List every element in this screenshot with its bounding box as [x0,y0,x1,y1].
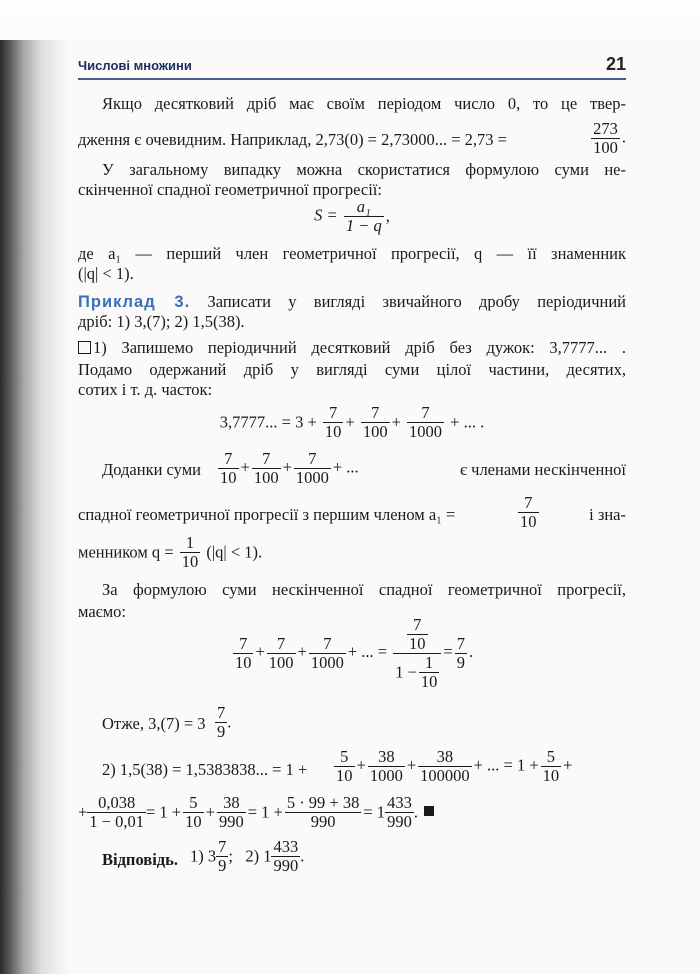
running-header [78,56,626,80]
header-rule [78,78,626,80]
paragraph-4-line-2: маємо: [78,602,127,621]
equation-series-sum: $\frac{7}{10}$ + $\frac{7}{100}$ + $\frac{7}{1000}$ + ... = $\frac{7}{10}$ 1 − $\frac{1}{10}$ = $\frac{7}{9}$ . [234,615,474,691]
paragraph-3-line-2: (|q| < 1). [78,264,134,283]
example-label: Приклад 3. [78,293,191,311]
page-binding-shadow [0,0,70,974]
chapter-title: Числові множини [78,58,192,73]
result-line-1: Отже, 3,(7) = 3 $\frac{7}{9}$ . [102,703,232,741]
solution-line-2: Подамо одержаний дріб у вигляді суми цілої частини, десятих, [78,360,626,379]
paragraph-1-line-1: Якщо десятковий дріб має своїм періодом число 0, то це твер- [102,94,626,113]
book-page [78,0,626,974]
geometric-sum-formula: S = $\frac{\text{a₁}}{1 - q}$ , [314,197,390,235]
page-number: 21 [605,54,626,74]
example-heading-line: Приклад 3. Записати у вигляді звичайного дробу періодичний [78,292,626,311]
fraction-273-100: $\frac{273}{100}$ [593,119,618,157]
answer-label: Відповідь. [102,850,178,869]
solution-2-line-1: 2) 1,5(38) = 1,5383838... = 1 + $\frac{5}{10}$ + $\frac{38}{1000}$ + $\frac{38}{100000}$ + ... = 1 + $\frac{5}{10}$ + [102,747,573,785]
answer-line: Відповідь. 1) 3 $\frac{7}{9}$ ; 2) 1 $\frac{433}{990}$ . [102,837,305,875]
paragraph-1-line-2: дження є очевидним. Наприклад, 2,73(0) = 2,73000... = 2,73 = $\frac{273}{100}$ . [78,119,626,157]
paragraph-2-line-2: скінченної спадної геометричної прогресії: [78,180,382,199]
equation-3-7777-expansion: 3,7777... = 3 + $\frac{7}{10}$ + $\frac{7}{100}$ + $\frac{7}{1000}$ + ... . [219,403,485,441]
paragraph-3-line-1: де a₁ — перший член геометричної прогресії, q — її знаменник [78,244,626,263]
terms-line-3: менником q = $\frac{1}{10}$ (|q| < 1). [78,533,263,571]
solution-line-1: 1) Запишемо періодичний десятковий дріб без дужок: 3,7777... . [78,338,626,358]
end-of-solution-square-icon [424,806,434,816]
example-line-2: дріб: 1) 3,(7); 2) 1,5(38). [78,312,245,331]
terms-line-2: спадної геометричної прогресії з першим членом a₁ = $\frac{7}{10}$ і зна- [78,493,626,531]
terms-line: Доданки суми $\frac{7}{10}$ + $\frac{7}{100}$ + $\frac{7}{1000}$ + ... є членами нескінченної [102,449,626,487]
paragraph-2-line-1: У загальному випадку можна скористатися формулою суми не- [102,160,626,179]
solution-start-square-icon [78,341,91,354]
paragraph-1-text: дження є очевидним. Наприклад, 2,73(0) = 2,73000... = 2,73 = [78,130,507,149]
solution-line-3: сотих і т. д. часток: [78,380,213,399]
complex-fraction: $\frac{7}{10}$ 1 − $\frac{1}{10}$ [393,616,441,691]
solution-2-line-2: + $\frac{0,038}{1 - 0,01}$ = 1 + $\frac{5}{10}$ + $\frac{38}{990}$ = 1 + $\frac{5 \cdot 99 + 38}{990}$ = 1 $\frac{433}{990}$ . [78,794,626,838]
paragraph-4-line-1: За формулою суми нескінченної спадної геометричної прогресії, [102,580,626,599]
